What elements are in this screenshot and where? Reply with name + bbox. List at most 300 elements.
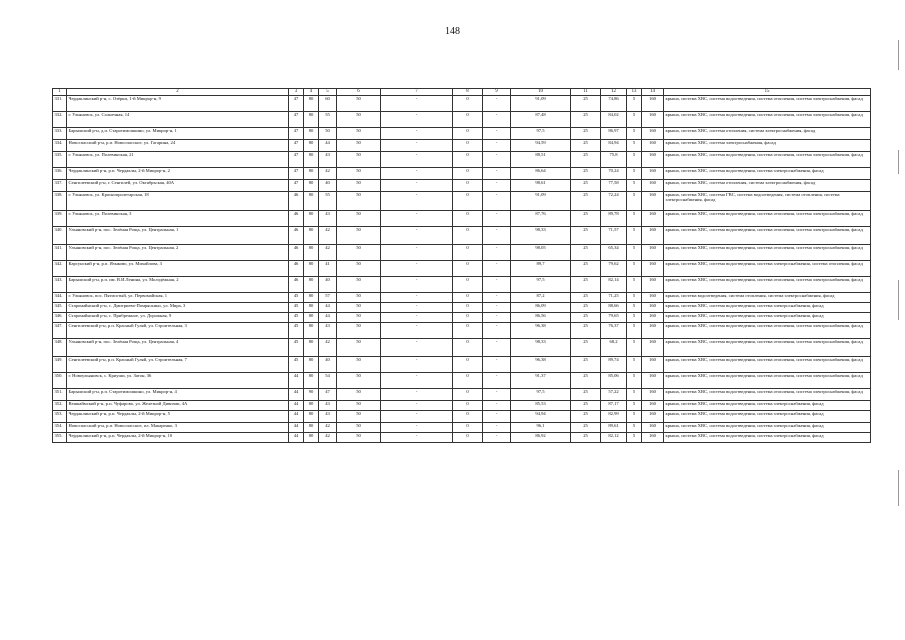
scan-edge-mark bbox=[898, 40, 899, 70]
value-cell: 47 bbox=[289, 128, 304, 140]
value-cell: 0 bbox=[453, 389, 483, 401]
value-cell: 45 bbox=[289, 323, 304, 339]
value-cell: 0 bbox=[453, 168, 483, 180]
works-cell: крыша, система ХВС, система отопления, система электроснабжения, фасад bbox=[664, 180, 871, 192]
value-cell: 0 bbox=[453, 96, 483, 112]
value-cell: 160 bbox=[642, 277, 664, 293]
row-number: 338. bbox=[53, 192, 67, 211]
value-cell: 5 bbox=[627, 277, 642, 293]
value-cell: 88,51 bbox=[511, 152, 571, 168]
value-cell: - bbox=[483, 401, 511, 411]
value-cell: 44 bbox=[319, 303, 337, 313]
value-cell: 0 bbox=[453, 401, 483, 411]
row-number: 345. bbox=[53, 303, 67, 313]
value-cell: 87,48 bbox=[511, 112, 571, 128]
value-cell: 5 bbox=[627, 192, 642, 211]
value-cell: - bbox=[381, 313, 453, 323]
value-cell: 5 bbox=[627, 261, 642, 277]
table-row bbox=[53, 140, 871, 152]
value-cell: 0 bbox=[453, 303, 483, 313]
address-cell: Барышский р-н, р.п. Старотимошкино, ул. Микрор-н, 4 bbox=[67, 389, 289, 401]
value-cell: - bbox=[483, 128, 511, 140]
value-cell: 50 bbox=[337, 339, 381, 357]
value-cell: 160 bbox=[642, 140, 664, 152]
row-number: 337. bbox=[53, 180, 67, 192]
address-cell: г. Ульяновск, ул. Солнечная, 14 bbox=[67, 112, 289, 128]
works-cell: крыша, система ХВС, система отопления, система электроснабжения, фасад bbox=[664, 128, 871, 140]
row-number: 353. bbox=[53, 411, 67, 423]
value-cell: - bbox=[381, 227, 453, 245]
value-cell: - bbox=[381, 277, 453, 293]
value-cell: - bbox=[483, 180, 511, 192]
table-row bbox=[53, 401, 871, 411]
address-cell: Барышский р-н, р.п. им. В.И.Ленина, ул. Молодёжная, 2 bbox=[67, 277, 289, 293]
value-cell: 50 bbox=[337, 401, 381, 411]
value-cell: 25 bbox=[571, 411, 601, 423]
value-cell: - bbox=[483, 245, 511, 261]
value-cell: 46 bbox=[289, 261, 304, 277]
value-cell: 80 bbox=[304, 303, 319, 313]
value-cell: - bbox=[381, 180, 453, 192]
address-cell: Ульяновский р-н, пос. Зелёная Роща, ул. Центральная, 4 bbox=[67, 339, 289, 357]
value-cell: 0 bbox=[453, 357, 483, 373]
address-cell: Старомайнский р-н, с. Прибрежное, ул. Дорожная, 9 bbox=[67, 313, 289, 323]
value-cell: 79,65 bbox=[601, 313, 627, 323]
value-cell: - bbox=[483, 293, 511, 303]
value-cell: 87,2 bbox=[511, 293, 571, 303]
works-cell: крыша, система ХВС, система водоотведения, система отопления, система электроснабжения, фасад bbox=[664, 211, 871, 227]
row-number: 346. bbox=[53, 313, 67, 323]
works-cell: крыша, система ХВС, система водоотведения, система отопления, система электроснабжения, фасад bbox=[664, 389, 871, 401]
value-cell: 70,24 bbox=[601, 168, 627, 180]
value-cell: 25 bbox=[571, 128, 601, 140]
address-cell: Чердаклинский р-н, р.п. Чердаклы, 2-й Микрор-н, 5 bbox=[67, 411, 289, 423]
column-number: 6 bbox=[337, 89, 381, 96]
value-cell: 98,33 bbox=[511, 339, 571, 357]
value-cell: 50 bbox=[337, 152, 381, 168]
value-cell: - bbox=[483, 261, 511, 277]
value-cell: 5 bbox=[627, 211, 642, 227]
row-number: 350. bbox=[53, 373, 67, 389]
value-cell: 46 bbox=[289, 277, 304, 293]
value-cell: - bbox=[381, 211, 453, 227]
value-cell: - bbox=[381, 192, 453, 211]
column-number: 12 bbox=[601, 89, 627, 96]
value-cell: - bbox=[483, 211, 511, 227]
address-cell: Ульяновский р-н, пос. Зелёная Роща, ул. Центральная, 1 bbox=[67, 227, 289, 245]
address-cell: Старомайнский р-н, с. Дмитриево-Помряскино, ул. Мира, 3 bbox=[67, 303, 289, 313]
value-cell: - bbox=[483, 140, 511, 152]
column-number: 10 bbox=[511, 89, 571, 96]
value-cell: 160 bbox=[642, 401, 664, 411]
value-cell: 44 bbox=[319, 313, 337, 323]
value-cell: 5 bbox=[627, 112, 642, 128]
works-cell: крыша, система ХВС, система водоотведения, система электроснабжения, фасад bbox=[664, 401, 871, 411]
value-cell: - bbox=[381, 245, 453, 261]
value-cell: 71,25 bbox=[601, 293, 627, 303]
value-cell: 97,5 bbox=[511, 389, 571, 401]
value-cell: 50 bbox=[337, 261, 381, 277]
value-cell: 25 bbox=[571, 389, 601, 401]
value-cell: - bbox=[483, 411, 511, 423]
value-cell: 98,61 bbox=[511, 180, 571, 192]
value-cell: 94,59 bbox=[511, 140, 571, 152]
value-cell: 160 bbox=[642, 180, 664, 192]
column-number: 13 bbox=[627, 89, 642, 96]
value-cell: 45 bbox=[289, 303, 304, 313]
value-cell: 80 bbox=[304, 112, 319, 128]
value-cell: 65,34 bbox=[601, 245, 627, 261]
works-cell: крыша, система ХВС, система ГВС, система водоотведения, система отопления, система электроснабжения, фасад bbox=[664, 192, 871, 211]
value-cell: 25 bbox=[571, 211, 601, 227]
value-cell: 43 bbox=[319, 401, 337, 411]
value-cell: - bbox=[381, 112, 453, 128]
value-cell: 0 bbox=[453, 433, 483, 443]
column-number: 4 bbox=[304, 89, 319, 96]
value-cell: 25 bbox=[571, 401, 601, 411]
works-cell: крыша, система ХВС, система водоотведения, система электроснабжения, фасад bbox=[664, 433, 871, 443]
value-cell: 45 bbox=[289, 339, 304, 357]
table-row bbox=[53, 227, 871, 245]
value-cell: 160 bbox=[642, 303, 664, 313]
table-row bbox=[53, 112, 871, 128]
value-cell: 55 bbox=[319, 112, 337, 128]
value-cell: 44 bbox=[289, 411, 304, 423]
value-cell: 74,86 bbox=[601, 96, 627, 112]
value-cell: 47 bbox=[289, 112, 304, 128]
works-cell: крыша, система водоотведения, система отопления, система электроснабжения, фасад bbox=[664, 293, 871, 303]
value-cell: 160 bbox=[642, 433, 664, 443]
value-cell: - bbox=[483, 433, 511, 443]
value-cell: 85,06 bbox=[601, 373, 627, 389]
table-row bbox=[53, 211, 871, 227]
value-cell: 84,94 bbox=[601, 140, 627, 152]
row-number: 336. bbox=[53, 168, 67, 180]
value-cell: - bbox=[381, 433, 453, 443]
value-cell: 50 bbox=[337, 112, 381, 128]
value-cell: 44 bbox=[289, 389, 304, 401]
value-cell: - bbox=[483, 339, 511, 357]
works-cell: крыша, система ХВС, система водоотведения, система электроснабжения, фасад bbox=[664, 303, 871, 313]
table-row bbox=[53, 128, 871, 140]
value-cell: 0 bbox=[453, 112, 483, 128]
value-cell: 40 bbox=[319, 357, 337, 373]
value-cell: 5 bbox=[627, 303, 642, 313]
column-number: 2 bbox=[67, 89, 289, 96]
value-cell: 5 bbox=[627, 323, 642, 339]
address-cell: Ульяновский р-н, пос. Зелёная Роща, ул. Центральная, 2 bbox=[67, 245, 289, 261]
row-number: 348. bbox=[53, 339, 67, 357]
row-number: 339. bbox=[53, 211, 67, 227]
value-cell: - bbox=[483, 303, 511, 313]
value-cell: 72,24 bbox=[601, 192, 627, 211]
column-number: 9 bbox=[483, 89, 511, 96]
table-row bbox=[53, 152, 871, 168]
value-cell: 84,02 bbox=[601, 112, 627, 128]
value-cell: 98,05 bbox=[511, 245, 571, 261]
value-cell: 50 bbox=[337, 433, 381, 443]
row-number: 341. bbox=[53, 245, 67, 261]
value-cell: 68,2 bbox=[601, 339, 627, 357]
column-number: 15 bbox=[664, 89, 871, 96]
value-cell: 80 bbox=[304, 293, 319, 303]
column-number: 5 bbox=[319, 89, 337, 96]
table-row bbox=[53, 373, 871, 389]
value-cell: 80 bbox=[304, 323, 319, 339]
address-cell: г. Ульяновск, ул. Полевинская, 3 bbox=[67, 211, 289, 227]
value-cell: 50 bbox=[337, 140, 381, 152]
value-cell: 42 bbox=[319, 168, 337, 180]
value-cell: 96,38 bbox=[511, 357, 571, 373]
value-cell: 43 bbox=[319, 411, 337, 423]
address-cell: Барышский р-н, д.п. Старотимошкино, ул. Микрор-н, 1 bbox=[67, 128, 289, 140]
value-cell: - bbox=[381, 303, 453, 313]
row-number: 335. bbox=[53, 152, 67, 168]
value-cell: 97,5 bbox=[511, 277, 571, 293]
value-cell: 44 bbox=[289, 401, 304, 411]
table-row bbox=[53, 423, 871, 433]
value-cell: 5 bbox=[627, 293, 642, 303]
value-cell: 80 bbox=[304, 261, 319, 277]
value-cell: 160 bbox=[642, 96, 664, 112]
value-cell: 45 bbox=[289, 293, 304, 303]
value-cell: 5 bbox=[627, 96, 642, 112]
value-cell: 0 bbox=[453, 277, 483, 293]
value-cell: 47 bbox=[289, 96, 304, 112]
value-cell: 47 bbox=[289, 152, 304, 168]
works-cell: крыша, система ХВС, система водоотведения, система отопления, система электроснабжения, фасад bbox=[664, 227, 871, 245]
value-cell: - bbox=[483, 357, 511, 373]
works-cell: крыша, система ХВС, система водоотведения, система отопления, система электроснабжения, фасад bbox=[664, 277, 871, 293]
value-cell: 25 bbox=[571, 293, 601, 303]
value-cell: 50 bbox=[337, 389, 381, 401]
value-cell: - bbox=[381, 261, 453, 277]
value-cell: 60 bbox=[319, 96, 337, 112]
value-cell: 25 bbox=[571, 192, 601, 211]
value-cell: 57 bbox=[319, 293, 337, 303]
column-number: 11 bbox=[571, 89, 601, 96]
column-number: 14 bbox=[642, 89, 664, 96]
value-cell: 91,37 bbox=[511, 373, 571, 389]
value-cell: 5 bbox=[627, 389, 642, 401]
row-number: 352. bbox=[53, 401, 67, 411]
value-cell: 82,12 bbox=[601, 433, 627, 443]
value-cell: 25 bbox=[571, 180, 601, 192]
value-cell: 45 bbox=[289, 357, 304, 373]
value-cell: 50 bbox=[337, 192, 381, 211]
value-cell: - bbox=[483, 373, 511, 389]
value-cell: - bbox=[381, 339, 453, 357]
value-cell: 160 bbox=[642, 152, 664, 168]
value-cell: 0 bbox=[453, 293, 483, 303]
value-cell: 80 bbox=[304, 433, 319, 443]
value-cell: 50 bbox=[319, 128, 337, 140]
value-cell: 5 bbox=[627, 373, 642, 389]
address-cell: г. Новоульяновск, с. Криуши, ул. Затон, 36 bbox=[67, 373, 289, 389]
value-cell: 160 bbox=[642, 357, 664, 373]
value-cell: 80 bbox=[304, 140, 319, 152]
value-cell: 160 bbox=[642, 373, 664, 389]
value-cell: 5 bbox=[627, 128, 642, 140]
value-cell: 0 bbox=[453, 245, 483, 261]
value-cell: 0 bbox=[453, 339, 483, 357]
value-cell: 86,97 bbox=[601, 128, 627, 140]
value-cell: - bbox=[381, 323, 453, 339]
value-cell: 50 bbox=[337, 227, 381, 245]
value-cell: - bbox=[381, 128, 453, 140]
value-cell: 71,57 bbox=[601, 227, 627, 245]
works-cell: крыша, система ХВС, система водоотведения, система электроснабжения, фасад bbox=[664, 168, 871, 180]
table-row bbox=[53, 303, 871, 313]
value-cell: 5 bbox=[627, 180, 642, 192]
table-row bbox=[53, 339, 871, 357]
value-cell: 57,22 bbox=[601, 389, 627, 401]
value-cell: 75,8 bbox=[601, 152, 627, 168]
value-cell: 94,94 bbox=[511, 411, 571, 423]
value-cell: 50 bbox=[337, 245, 381, 261]
value-cell: 86,92 bbox=[511, 433, 571, 443]
value-cell: 160 bbox=[642, 323, 664, 339]
value-cell: 82,99 bbox=[601, 411, 627, 423]
address-cell: Новоспасский р-н, р.п. Новоспасское, ул. Гагарина, 24 bbox=[67, 140, 289, 152]
value-cell: 0 bbox=[453, 373, 483, 389]
row-number: 344. bbox=[53, 293, 67, 303]
value-cell: 43 bbox=[319, 152, 337, 168]
value-cell: 0 bbox=[453, 411, 483, 423]
value-cell: 96,38 bbox=[511, 323, 571, 339]
value-cell: - bbox=[381, 373, 453, 389]
works-cell: крыша, система ХВС, система водоотведения, система электроснабжения, система отопления, фасад bbox=[664, 261, 871, 277]
value-cell: 80 bbox=[304, 277, 319, 293]
value-cell: - bbox=[381, 357, 453, 373]
works-cell: крыша, система ХВС, система водоотведения, система отопления, система электроснабжения, фасад bbox=[664, 245, 871, 261]
value-cell: 25 bbox=[571, 96, 601, 112]
value-cell: - bbox=[483, 277, 511, 293]
value-cell: 50 bbox=[337, 411, 381, 423]
value-cell: 25 bbox=[571, 261, 601, 277]
value-cell: 25 bbox=[571, 303, 601, 313]
value-cell: 45 bbox=[289, 313, 304, 323]
value-cell: 160 bbox=[642, 411, 664, 423]
row-number: 347. bbox=[53, 323, 67, 339]
value-cell: 5 bbox=[627, 140, 642, 152]
value-cell: 47 bbox=[289, 168, 304, 180]
value-cell: 50 bbox=[337, 168, 381, 180]
value-cell: 50 bbox=[337, 303, 381, 313]
address-cell: Карсунский р-н, р.п. Языково, ул. Михайлова, 3 bbox=[67, 261, 289, 277]
value-cell: 76,37 bbox=[601, 323, 627, 339]
value-cell: 50 bbox=[337, 180, 381, 192]
table-row bbox=[53, 293, 871, 303]
value-cell: 88,66 bbox=[601, 303, 627, 313]
value-cell: 80 bbox=[304, 373, 319, 389]
row-number: 331. bbox=[53, 96, 67, 112]
value-cell: 25 bbox=[571, 323, 601, 339]
row-number: 349. bbox=[53, 357, 67, 373]
page-number: 148 bbox=[445, 26, 460, 37]
value-cell: 80 bbox=[304, 245, 319, 261]
value-cell: 5 bbox=[627, 152, 642, 168]
value-cell: 50 bbox=[337, 323, 381, 339]
value-cell: 0 bbox=[453, 211, 483, 227]
value-cell: 160 bbox=[642, 293, 664, 303]
value-cell: 41 bbox=[319, 261, 337, 277]
value-cell: 5 bbox=[627, 401, 642, 411]
value-cell: 54 bbox=[319, 373, 337, 389]
works-cell: крыша, система ХВС, система водоотведения, система отопления, система электроснабжения, фасад bbox=[664, 323, 871, 339]
value-cell: - bbox=[483, 423, 511, 433]
value-cell: - bbox=[381, 96, 453, 112]
value-cell: 42 bbox=[319, 227, 337, 245]
value-cell: 85,53 bbox=[511, 401, 571, 411]
value-cell: 80 bbox=[304, 313, 319, 323]
value-cell: 86,56 bbox=[511, 313, 571, 323]
address-cell: г. Ульяновск, пос. Пятисотый, ул. Первомайская, 1 bbox=[67, 293, 289, 303]
value-cell: 40 bbox=[319, 277, 337, 293]
column-number: 8 bbox=[453, 89, 483, 96]
works-cell: крыша, система ХВС, система водоотведения, система электроснабжения, фасад bbox=[664, 423, 871, 433]
value-cell: - bbox=[483, 192, 511, 211]
value-cell: 46 bbox=[289, 227, 304, 245]
value-cell: 80 bbox=[304, 128, 319, 140]
column-number: 3 bbox=[289, 89, 304, 96]
value-cell: 91,09 bbox=[511, 96, 571, 112]
value-cell: 25 bbox=[571, 277, 601, 293]
value-cell: 44 bbox=[319, 140, 337, 152]
value-cell: 89,78 bbox=[601, 211, 627, 227]
value-cell: 80 bbox=[304, 357, 319, 373]
column-number: 7 bbox=[381, 89, 453, 96]
address-cell: г. Ульяновск, ул. Полевинская, 21 bbox=[67, 152, 289, 168]
value-cell: 0 bbox=[453, 227, 483, 245]
value-cell: 25 bbox=[571, 112, 601, 128]
value-cell: 80 bbox=[304, 411, 319, 423]
address-cell: г. Ульяновск, ул. Краснопролетарская, 18 bbox=[67, 192, 289, 211]
value-cell: - bbox=[381, 401, 453, 411]
row-number: 355. bbox=[53, 433, 67, 443]
value-cell: 50 bbox=[337, 128, 381, 140]
row-number: 340. bbox=[53, 227, 67, 245]
value-cell: 5 bbox=[627, 227, 642, 245]
works-cell: крыша, система ХВС, система водоотведения, система отопления, система электроснабжения, фасад bbox=[664, 96, 871, 112]
value-cell: - bbox=[381, 152, 453, 168]
value-cell: 86,09 bbox=[511, 303, 571, 313]
scan-edge-mark bbox=[898, 150, 899, 174]
value-cell: 25 bbox=[571, 433, 601, 443]
works-cell: крыша, система ХВС, система водоотведения, система отопления, система электроснабжения, фасад bbox=[664, 339, 871, 357]
value-cell: 5 bbox=[627, 433, 642, 443]
table-row bbox=[53, 323, 871, 339]
value-cell: 160 bbox=[642, 261, 664, 277]
row-number: 343. bbox=[53, 277, 67, 293]
value-cell: 80 bbox=[304, 96, 319, 112]
address-cell: Новоспасский р-н, р.п. Новоспасское, пл. Макаренко, 3 bbox=[67, 423, 289, 433]
value-cell: 160 bbox=[642, 128, 664, 140]
value-cell: 0 bbox=[453, 128, 483, 140]
value-cell: 5 bbox=[627, 168, 642, 180]
value-cell: 96,1 bbox=[511, 423, 571, 433]
works-cell: крыша, система ХВС, система электроснабжения, фасад bbox=[664, 140, 871, 152]
value-cell: - bbox=[483, 152, 511, 168]
value-cell: 97,5 bbox=[511, 128, 571, 140]
value-cell: 5 bbox=[627, 411, 642, 423]
value-cell: 46 bbox=[289, 245, 304, 261]
value-cell: 160 bbox=[642, 227, 664, 245]
value-cell: 160 bbox=[642, 339, 664, 357]
value-cell: 25 bbox=[571, 423, 601, 433]
value-cell: 160 bbox=[642, 245, 664, 261]
address-cell: Сенгилеевский р-н, р.п. Красный Гуляй, ул. Строительная, 3 bbox=[67, 323, 289, 339]
